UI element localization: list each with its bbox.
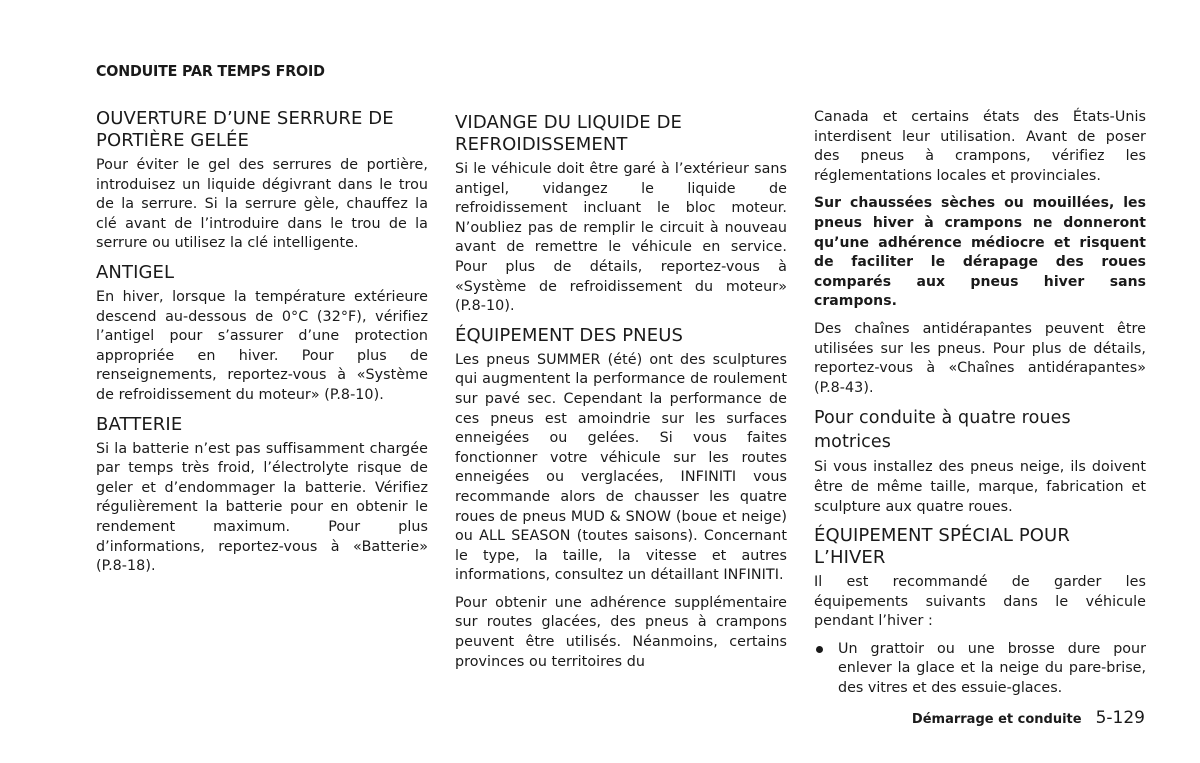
section-winter-equipment bbox=[814, 525, 1146, 699]
bullet-icon bbox=[816, 646, 823, 653]
section-battery bbox=[96, 414, 428, 577]
section-heading: BATTERIE bbox=[96, 413, 183, 435]
section-heading: OUVERTURE D’UNE SERRURE DE PORTIÈRE GELÉE bbox=[96, 108, 394, 151]
page-footer bbox=[912, 708, 1145, 728]
section-paragraph: Des chaînes antidérapantes peuvent être utilisées sur les pneus. Pour plus de détails, reportez-vous à «Chaînes antidérapantes» (P.8-43). bbox=[814, 320, 1146, 396]
section-paragraph: Pour éviter le gel des serrures de portière, introduisez un liquide dégivrant dans le trou de la serrure. Si la serrure gèle, chauffez la clé avant de l’introduire dans le trou de la serrure ou utilisez la clé intelligente. bbox=[96, 157, 428, 252]
section-paragraph: En hiver, lorsque la température extérieure descend au-dessous de 0°C (32°F), vérifiez l’antigel pour s’assurer d’une protection appropriée en hiver. Pour plus de renseignements, reportez-vous à «Système de refroidissement du moteur» (P.8-10). bbox=[96, 288, 428, 403]
section-paragraph: Les pneus SUMMER (été) ont des sculptures qui augmentent la performance de roulement sur pavé sec. Cependant la performance de ces pneus est amoindrie sur les surfaces enneigées ou gelées. Si vous faites fonctionner votre véhicule sur les routes enneigées ou verglacées, INFINITI vous recommande alors de chausser les quatre roues de pneus MUD & SNOW (boue et neige) ou ALL SEASON (toutes saisons). Concernant le type, la taille, la vitesse et autres informations, consultez un détaillant INFINITI. bbox=[455, 351, 787, 584]
warning-paragraph: Sur chaussées sèches ou mouillées, les pneus hiver à crampons ne donneront qu’une adhérence médiocre et risquent de faciliter le dérapage des roues comparés aux pneus hiver sans crampons. bbox=[814, 195, 1146, 310]
section-heading: ANTIGEL bbox=[96, 261, 175, 283]
section-tire-equipment bbox=[455, 325, 787, 673]
section-paragraph: Si vous installez des pneus neige, ils doivent être de même taille, marque, fabrication et sculpture aux quatre roues. bbox=[814, 459, 1146, 515]
chapter-label: Démarrage et conduite bbox=[911, 712, 1082, 727]
column-3 bbox=[814, 108, 1146, 707]
section-frozen-lock bbox=[96, 108, 428, 254]
page-number: 5-129 bbox=[1095, 708, 1145, 728]
column-2 bbox=[455, 112, 787, 680]
section-heading: VIDANGE DU LIQUIDE DE REFROIDISSEMENT bbox=[455, 112, 683, 155]
section-paragraph: Il est recommandé de garder les équipements suivants dans le véhicule pendant l’hiver : bbox=[814, 574, 1146, 630]
section-heading: ÉQUIPEMENT DES PNEUS bbox=[455, 324, 684, 346]
section-paragraph: Canada et certains états des États-Unis interdisent leur utilisation. Avant de poser des pneus à crampons, vérifiez les réglementations locales et provinciales. bbox=[814, 109, 1146, 184]
section-4wd bbox=[814, 406, 1146, 517]
section-subheading: Pour conduite à quatre roues motrices bbox=[814, 408, 1071, 453]
section-antifreeze bbox=[96, 262, 428, 406]
list-item bbox=[814, 640, 1146, 699]
section-heading: ÉQUIPEMENT SPÉCIAL POUR L’HIVER bbox=[814, 525, 1070, 569]
page-header-title: CONDUITE PAR TEMPS FROID bbox=[96, 62, 325, 80]
list-item-text: Un grattoir ou une brosse dure pour enlever la glace et la neige du pare-brise, des vitres et des essuie-glaces. bbox=[838, 640, 1146, 697]
section-paragraph: Si le véhicule doit être garé à l’extérieur sans antigel, vidangez le liquide de refroidissement incluant le bloc moteur. N’oubliez pas de remplir le circuit à nouveau avant de remettre le véhicule en service. Pour plus de détails, reportez-vous à «Système de refroidissement du moteur» (P.8-10). bbox=[455, 161, 787, 315]
section-coolant-drain bbox=[455, 112, 787, 317]
bullet-list bbox=[814, 640, 1146, 699]
column-1 bbox=[96, 108, 428, 585]
section-paragraph: Si la batterie n’est pas suffisamment chargée par temps très froid, l’électrolyte risque de geler et d’endommager la batterie. Vérifiez régulièrement la batterie pour en obtenir le rendement maximum. Pour plus d’informations, reportez-vous à «Batterie» (P.8-18). bbox=[96, 440, 428, 575]
section-paragraph: Pour obtenir une adhérence supplémentaire sur routes glacées, des pneus à crampons peuvent être utilisés. Néanmoins, certains provinces ou territoires du bbox=[455, 594, 787, 670]
